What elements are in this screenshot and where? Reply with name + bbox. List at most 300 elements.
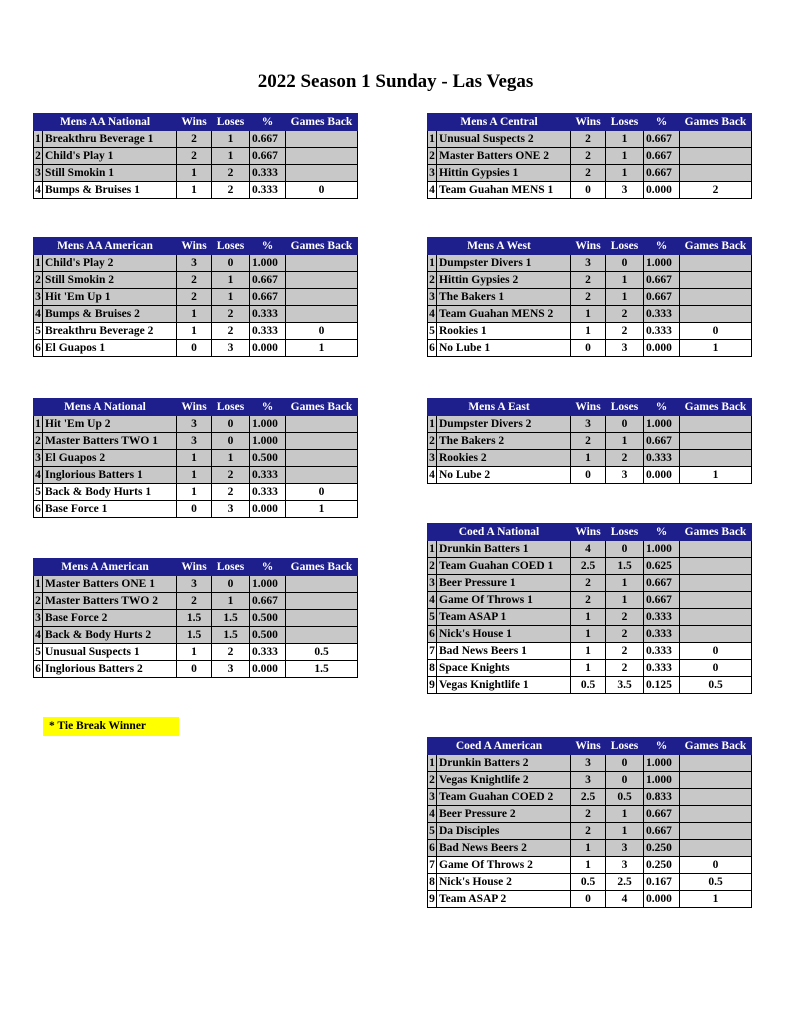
team-name-cell: Vegas Knightlife 2 bbox=[437, 772, 571, 789]
wins-cell: 1 bbox=[177, 182, 212, 199]
games-back-cell bbox=[286, 433, 358, 450]
wins-cell: 0.5 bbox=[571, 677, 606, 694]
games-back-cell bbox=[680, 806, 752, 823]
loses-cell: 1 bbox=[606, 289, 644, 306]
team-name-cell: Nick's House 1 bbox=[437, 626, 571, 643]
games-back-cell bbox=[680, 823, 752, 840]
pct-cell: 0.000 bbox=[644, 891, 680, 908]
games-back-header: Games Back bbox=[680, 114, 752, 131]
table-row bbox=[428, 165, 752, 182]
rank-cell: 1 bbox=[34, 255, 43, 272]
wins-cell: 1 bbox=[177, 467, 212, 484]
wins-cell: 1 bbox=[571, 840, 606, 857]
loses-cell: 1 bbox=[606, 165, 644, 182]
games-back-cell bbox=[680, 416, 752, 433]
pct-header: % bbox=[250, 114, 286, 131]
games-back-cell: 1 bbox=[286, 340, 358, 357]
pct-cell: 0.333 bbox=[250, 467, 286, 484]
games-back-cell: 1 bbox=[680, 891, 752, 908]
loses-cell: 2 bbox=[212, 467, 250, 484]
wins-cell: 3 bbox=[177, 576, 212, 593]
games-back-cell: 0 bbox=[680, 643, 752, 660]
wins-cell: 1 bbox=[571, 323, 606, 340]
rank-cell: 1 bbox=[34, 416, 43, 433]
loses-cell: 3 bbox=[212, 501, 250, 518]
team-name-cell: Drunkin Batters 1 bbox=[437, 541, 571, 558]
games-back-header: Games Back bbox=[680, 524, 752, 541]
loses-cell: 0 bbox=[606, 772, 644, 789]
games-back-cell bbox=[286, 627, 358, 644]
loses-cell: 3.5 bbox=[606, 677, 644, 694]
pct-cell: 0.667 bbox=[644, 433, 680, 450]
team-name-cell: Hit 'Em Up 2 bbox=[43, 416, 177, 433]
games-back-cell bbox=[680, 541, 752, 558]
games-back-cell bbox=[680, 165, 752, 182]
wins-cell: 4 bbox=[571, 541, 606, 558]
wins-cell: 0 bbox=[571, 182, 606, 199]
team-name-cell: Team Guahan COED 1 bbox=[437, 558, 571, 575]
wins-cell: 2 bbox=[571, 592, 606, 609]
games-back-cell: 0 bbox=[680, 660, 752, 677]
table-row bbox=[428, 857, 752, 874]
team-name-cell: No Lube 1 bbox=[437, 340, 571, 357]
standings-mens-aa-national bbox=[33, 113, 358, 199]
team-name-cell: Team ASAP 1 bbox=[437, 609, 571, 626]
games-back-header: Games Back bbox=[286, 559, 358, 576]
wins-header: Wins bbox=[571, 738, 606, 755]
pct-cell: 0.333 bbox=[250, 484, 286, 501]
team-name-cell: Dumpster Divers 2 bbox=[437, 416, 571, 433]
table-row bbox=[428, 467, 752, 484]
loses-cell: 1 bbox=[606, 823, 644, 840]
division-name-header: Mens A West bbox=[428, 238, 571, 255]
wins-cell: 3 bbox=[177, 255, 212, 272]
header-row bbox=[34, 559, 358, 576]
pct-cell: 0.667 bbox=[644, 806, 680, 823]
table-row bbox=[34, 644, 358, 661]
wins-header: Wins bbox=[571, 399, 606, 416]
rank-cell: 4 bbox=[34, 627, 43, 644]
rank-cell: 4 bbox=[428, 467, 437, 484]
header-row bbox=[428, 238, 752, 255]
loses-header: Loses bbox=[606, 524, 644, 541]
header-row bbox=[428, 399, 752, 416]
pct-cell: 0.667 bbox=[644, 148, 680, 165]
rank-cell: 6 bbox=[428, 626, 437, 643]
pct-cell: 0.667 bbox=[250, 131, 286, 148]
rank-cell: 4 bbox=[34, 467, 43, 484]
team-name-cell: Beer Pressure 1 bbox=[437, 575, 571, 592]
team-name-cell: Hittin Gypsies 2 bbox=[437, 272, 571, 289]
rank-cell: 5 bbox=[428, 823, 437, 840]
table-row bbox=[428, 289, 752, 306]
games-back-cell bbox=[680, 433, 752, 450]
rank-cell: 4 bbox=[428, 306, 437, 323]
wins-cell: 2 bbox=[571, 148, 606, 165]
games-back-cell bbox=[286, 272, 358, 289]
loses-cell: 1 bbox=[606, 592, 644, 609]
games-back-cell bbox=[680, 840, 752, 857]
rank-cell: 3 bbox=[428, 575, 437, 592]
loses-cell: 1 bbox=[212, 148, 250, 165]
team-name-cell: Rookies 2 bbox=[437, 450, 571, 467]
header-row bbox=[34, 399, 358, 416]
table-row bbox=[34, 467, 358, 484]
wins-header: Wins bbox=[571, 524, 606, 541]
table-row bbox=[428, 131, 752, 148]
rank-cell: 5 bbox=[34, 644, 43, 661]
wins-cell: 2 bbox=[571, 433, 606, 450]
rank-cell: 3 bbox=[34, 610, 43, 627]
rank-cell: 1 bbox=[428, 755, 437, 772]
wins-header: Wins bbox=[177, 399, 212, 416]
team-name-cell: Team Guahan COED 2 bbox=[437, 789, 571, 806]
table-row bbox=[428, 891, 752, 908]
pct-cell: 0.667 bbox=[250, 593, 286, 610]
loses-cell: 2 bbox=[212, 306, 250, 323]
table-row bbox=[34, 148, 358, 165]
loses-cell: 1 bbox=[606, 433, 644, 450]
table-row bbox=[428, 541, 752, 558]
rank-cell: 1 bbox=[428, 131, 437, 148]
wins-cell: 2.5 bbox=[571, 789, 606, 806]
loses-cell: 2 bbox=[212, 182, 250, 199]
loses-cell: 1 bbox=[606, 806, 644, 823]
wins-cell: 3 bbox=[571, 255, 606, 272]
pct-header: % bbox=[644, 114, 680, 131]
team-name-cell: No Lube 2 bbox=[437, 467, 571, 484]
loses-cell: 1 bbox=[212, 131, 250, 148]
rank-cell: 8 bbox=[428, 874, 437, 891]
games-back-cell bbox=[680, 148, 752, 165]
rank-cell: 3 bbox=[34, 450, 43, 467]
wins-cell: 1 bbox=[571, 306, 606, 323]
team-name-cell: Bumps & Bruises 2 bbox=[43, 306, 177, 323]
games-back-cell bbox=[680, 306, 752, 323]
rank-cell: 3 bbox=[34, 165, 43, 182]
games-back-cell: 0 bbox=[286, 484, 358, 501]
pct-header: % bbox=[250, 238, 286, 255]
table-row bbox=[34, 131, 358, 148]
wins-cell: 0 bbox=[571, 467, 606, 484]
wins-cell: 2.5 bbox=[571, 558, 606, 575]
wins-cell: 1 bbox=[177, 450, 212, 467]
team-name-cell: Space Knights bbox=[437, 660, 571, 677]
wins-cell: 1 bbox=[177, 306, 212, 323]
pct-cell: 0.625 bbox=[644, 558, 680, 575]
games-back-cell bbox=[286, 416, 358, 433]
division-name-header: Mens A National bbox=[34, 399, 177, 416]
games-back-cell: 0 bbox=[286, 182, 358, 199]
games-back-cell bbox=[286, 593, 358, 610]
wins-cell: 1 bbox=[571, 660, 606, 677]
table-row bbox=[428, 182, 752, 199]
rank-cell: 6 bbox=[34, 661, 43, 678]
loses-cell: 2 bbox=[212, 165, 250, 182]
games-back-cell: 0 bbox=[680, 857, 752, 874]
team-name-cell: Bad News Beers 1 bbox=[437, 643, 571, 660]
rank-cell: 1 bbox=[34, 576, 43, 593]
games-back-cell bbox=[680, 272, 752, 289]
team-name-cell: The Bakers 1 bbox=[437, 289, 571, 306]
table-row bbox=[34, 450, 358, 467]
loses-cell: 3 bbox=[212, 661, 250, 678]
pct-cell: 0.333 bbox=[644, 450, 680, 467]
team-name-cell: Breakthru Beverage 1 bbox=[43, 131, 177, 148]
loses-cell: 3 bbox=[606, 857, 644, 874]
rank-cell: 5 bbox=[34, 323, 43, 340]
pct-cell: 1.000 bbox=[250, 255, 286, 272]
division-name-header: Coed A National bbox=[428, 524, 571, 541]
pct-cell: 0.125 bbox=[644, 677, 680, 694]
loses-cell: 2 bbox=[606, 609, 644, 626]
pct-cell: 0.000 bbox=[644, 467, 680, 484]
table-row bbox=[428, 806, 752, 823]
table-row bbox=[428, 416, 752, 433]
team-name-cell: Unusual Suspects 1 bbox=[43, 644, 177, 661]
table-row bbox=[34, 272, 358, 289]
pct-cell: 0.250 bbox=[644, 857, 680, 874]
rank-cell: 2 bbox=[34, 433, 43, 450]
pct-cell: 1.000 bbox=[644, 755, 680, 772]
games-back-cell bbox=[286, 165, 358, 182]
table-row bbox=[34, 340, 358, 357]
rank-cell: 2 bbox=[428, 272, 437, 289]
division-name-header: Mens AA American bbox=[34, 238, 177, 255]
table-row bbox=[428, 874, 752, 891]
pct-cell: 0.000 bbox=[644, 182, 680, 199]
wins-header: Wins bbox=[177, 114, 212, 131]
team-name-cell: Child's Play 1 bbox=[43, 148, 177, 165]
wins-cell: 1 bbox=[177, 165, 212, 182]
wins-cell: 2 bbox=[571, 575, 606, 592]
team-name-cell: Game Of Throws 2 bbox=[437, 857, 571, 874]
table-row bbox=[34, 433, 358, 450]
games-back-header: Games Back bbox=[286, 238, 358, 255]
wins-cell: 0 bbox=[177, 340, 212, 357]
loses-cell: 4 bbox=[606, 891, 644, 908]
team-name-cell: Still Smokin 2 bbox=[43, 272, 177, 289]
team-name-cell: Base Force 2 bbox=[43, 610, 177, 627]
table-row bbox=[428, 433, 752, 450]
pct-header: % bbox=[250, 559, 286, 576]
wins-cell: 0 bbox=[571, 340, 606, 357]
loses-header: Loses bbox=[606, 399, 644, 416]
loses-header: Loses bbox=[212, 399, 250, 416]
team-name-cell: Da Disciples bbox=[437, 823, 571, 840]
pct-cell: 0.667 bbox=[644, 131, 680, 148]
games-back-cell bbox=[680, 755, 752, 772]
wins-cell: 2 bbox=[177, 148, 212, 165]
table-row bbox=[34, 416, 358, 433]
rank-cell: 2 bbox=[428, 148, 437, 165]
pct-cell: 1.000 bbox=[250, 576, 286, 593]
team-name-cell: Back & Body Hurts 2 bbox=[43, 627, 177, 644]
table-row bbox=[34, 255, 358, 272]
team-name-cell: El Guapos 2 bbox=[43, 450, 177, 467]
rank-cell: 3 bbox=[428, 789, 437, 806]
header-row bbox=[428, 524, 752, 541]
pct-cell: 0.500 bbox=[250, 627, 286, 644]
wins-cell: 2 bbox=[177, 272, 212, 289]
pct-cell: 1.000 bbox=[644, 416, 680, 433]
rank-cell: 5 bbox=[428, 323, 437, 340]
wins-header: Wins bbox=[177, 238, 212, 255]
games-back-cell bbox=[680, 592, 752, 609]
table-row bbox=[428, 272, 752, 289]
wins-cell: 1 bbox=[177, 323, 212, 340]
loses-cell: 0 bbox=[606, 416, 644, 433]
wins-cell: 2 bbox=[177, 593, 212, 610]
division-name-header: Mens A Central bbox=[428, 114, 571, 131]
loses-cell: 0 bbox=[212, 416, 250, 433]
rank-cell: 7 bbox=[428, 857, 437, 874]
pct-cell: 0.333 bbox=[644, 306, 680, 323]
team-name-cell: Hit 'Em Up 1 bbox=[43, 289, 177, 306]
pct-cell: 0.333 bbox=[644, 609, 680, 626]
team-name-cell: Game Of Throws 1 bbox=[437, 592, 571, 609]
games-back-cell: 0 bbox=[680, 323, 752, 340]
pct-header: % bbox=[644, 524, 680, 541]
games-back-header: Games Back bbox=[286, 114, 358, 131]
wins-cell: 1.5 bbox=[177, 610, 212, 627]
table-row bbox=[428, 558, 752, 575]
team-name-cell: Vegas Knightlife 1 bbox=[437, 677, 571, 694]
table-row bbox=[428, 626, 752, 643]
wins-header: Wins bbox=[177, 559, 212, 576]
loses-header: Loses bbox=[606, 238, 644, 255]
loses-header: Loses bbox=[212, 559, 250, 576]
rank-cell: 2 bbox=[34, 593, 43, 610]
pct-cell: 0.667 bbox=[250, 148, 286, 165]
loses-cell: 1.5 bbox=[212, 627, 250, 644]
loses-cell: 2 bbox=[606, 323, 644, 340]
rank-cell: 4 bbox=[428, 806, 437, 823]
pct-cell: 0.333 bbox=[644, 643, 680, 660]
team-name-cell: Master Batters TWO 1 bbox=[43, 433, 177, 450]
games-back-cell: 0.5 bbox=[680, 874, 752, 891]
loses-cell: 1 bbox=[606, 272, 644, 289]
loses-cell: 2 bbox=[212, 644, 250, 661]
rank-cell: 1 bbox=[428, 416, 437, 433]
loses-cell: 1 bbox=[606, 148, 644, 165]
standings-mens-a-national bbox=[33, 398, 358, 518]
rank-cell: 2 bbox=[428, 433, 437, 450]
wins-cell: 0 bbox=[177, 661, 212, 678]
pct-cell: 0.667 bbox=[644, 575, 680, 592]
table-row bbox=[34, 289, 358, 306]
loses-cell: 3 bbox=[212, 340, 250, 357]
loses-cell: 1 bbox=[212, 593, 250, 610]
loses-cell: 2 bbox=[606, 626, 644, 643]
pct-cell: 0.000 bbox=[644, 340, 680, 357]
pct-header: % bbox=[644, 399, 680, 416]
rank-cell: 6 bbox=[428, 340, 437, 357]
pct-cell: 0.667 bbox=[644, 592, 680, 609]
table-row bbox=[428, 660, 752, 677]
wins-cell: 1 bbox=[571, 450, 606, 467]
team-name-cell: Back & Body Hurts 1 bbox=[43, 484, 177, 501]
header-row bbox=[428, 114, 752, 131]
loses-cell: 0 bbox=[606, 755, 644, 772]
table-row bbox=[34, 576, 358, 593]
tie-break-legend: * Tie Break Winner bbox=[43, 717, 179, 736]
pct-cell: 1.000 bbox=[644, 541, 680, 558]
team-name-cell: Inglorious Batters 1 bbox=[43, 467, 177, 484]
team-name-cell: Hittin Gypsies 1 bbox=[437, 165, 571, 182]
wins-cell: 3 bbox=[571, 755, 606, 772]
division-name-header: Mens AA National bbox=[34, 114, 177, 131]
table-row bbox=[428, 148, 752, 165]
games-back-cell bbox=[680, 131, 752, 148]
header-row bbox=[34, 238, 358, 255]
wins-cell: 2 bbox=[177, 289, 212, 306]
table-row bbox=[428, 823, 752, 840]
team-name-cell: Team Guahan MENS 2 bbox=[437, 306, 571, 323]
loses-cell: 2.5 bbox=[606, 874, 644, 891]
loses-cell: 1 bbox=[606, 575, 644, 592]
loses-header: Loses bbox=[606, 114, 644, 131]
wins-cell: 1 bbox=[571, 626, 606, 643]
loses-cell: 2 bbox=[606, 306, 644, 323]
rank-cell: 3 bbox=[34, 289, 43, 306]
table-row bbox=[34, 610, 358, 627]
games-back-cell bbox=[286, 131, 358, 148]
loses-cell: 3 bbox=[606, 467, 644, 484]
rank-cell: 6 bbox=[34, 340, 43, 357]
division-name-header: Mens A East bbox=[428, 399, 571, 416]
division-name-header: Mens A American bbox=[34, 559, 177, 576]
team-name-cell: Nick's House 2 bbox=[437, 874, 571, 891]
rank-cell: 3 bbox=[428, 450, 437, 467]
loses-cell: 0.5 bbox=[606, 789, 644, 806]
loses-cell: 0 bbox=[212, 576, 250, 593]
games-back-cell: 1 bbox=[680, 340, 752, 357]
rank-cell: 4 bbox=[34, 306, 43, 323]
games-back-header: Games Back bbox=[286, 399, 358, 416]
games-back-cell bbox=[680, 558, 752, 575]
loses-cell: 2 bbox=[606, 660, 644, 677]
loses-cell: 2 bbox=[212, 484, 250, 501]
games-back-header: Games Back bbox=[680, 738, 752, 755]
games-back-cell: 0.5 bbox=[680, 677, 752, 694]
wins-cell: 3 bbox=[571, 416, 606, 433]
wins-cell: 2 bbox=[571, 131, 606, 148]
wins-cell: 0 bbox=[571, 891, 606, 908]
team-name-cell: Beer Pressure 2 bbox=[437, 806, 571, 823]
wins-header: Wins bbox=[571, 238, 606, 255]
rank-cell: 3 bbox=[428, 289, 437, 306]
pct-cell: 0.333 bbox=[644, 323, 680, 340]
table-row bbox=[34, 182, 358, 199]
rank-cell: 6 bbox=[428, 840, 437, 857]
pct-cell: 0.333 bbox=[250, 182, 286, 199]
table-row bbox=[34, 165, 358, 182]
wins-cell: 1 bbox=[571, 609, 606, 626]
wins-cell: 2 bbox=[571, 823, 606, 840]
games-back-cell bbox=[680, 789, 752, 806]
pct-header: % bbox=[644, 738, 680, 755]
table-row bbox=[34, 593, 358, 610]
rank-cell: 9 bbox=[428, 891, 437, 908]
table-row bbox=[428, 340, 752, 357]
loses-cell: 3 bbox=[606, 340, 644, 357]
table-row bbox=[428, 306, 752, 323]
table-row bbox=[34, 306, 358, 323]
rank-cell: 9 bbox=[428, 677, 437, 694]
games-back-cell bbox=[680, 289, 752, 306]
loses-cell: 0 bbox=[212, 433, 250, 450]
